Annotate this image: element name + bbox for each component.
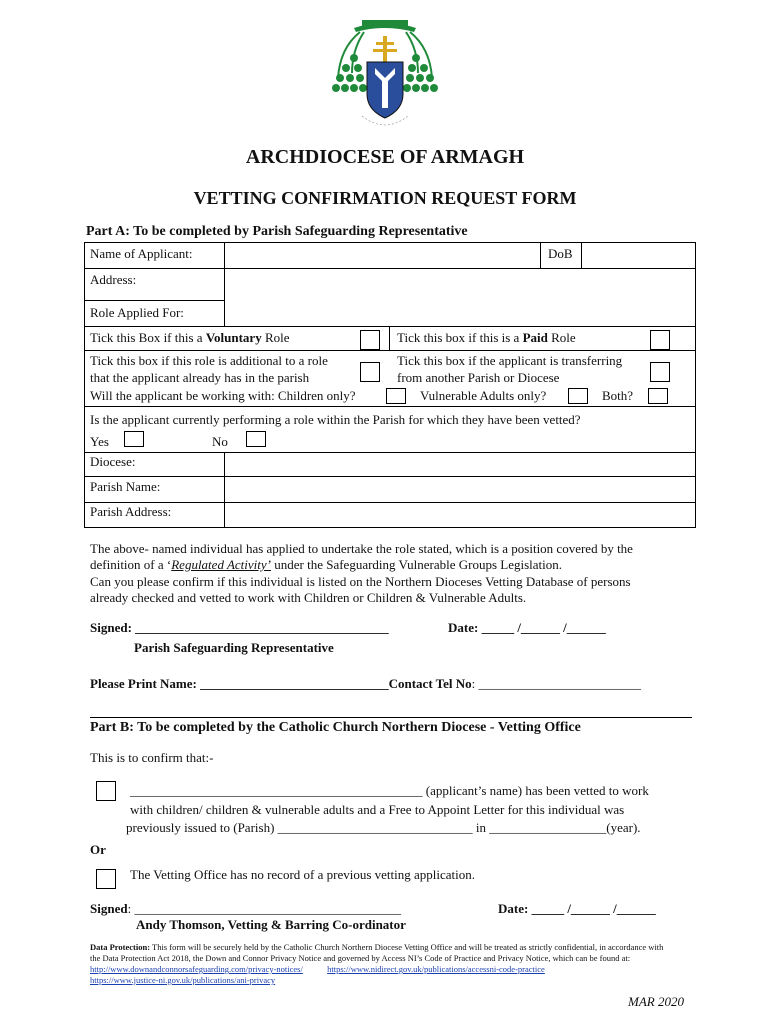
no-label: No xyxy=(212,434,228,449)
additional-role-label-1: Tick this box if this role is additional to a role xyxy=(90,353,328,368)
no-record-checkbox[interactable] xyxy=(96,869,116,889)
vulnerable-adults-label: Vulnerable Adults only? xyxy=(420,388,547,403)
vetted-option-line-1: _____________________________________________ (applicant’s name) has been vetted to work xyxy=(130,783,649,798)
address-label: Address: xyxy=(90,272,137,287)
vetting-coordinator-name: Andy Thomson, Vetting & Barring Co-ordinator xyxy=(136,917,406,932)
form-title: VETTING CONFIRMATION REQUEST FORM xyxy=(193,188,577,208)
nidirect-code-link[interactable]: https://www.nidirect.gov.uk/publications/accessni-code-practice xyxy=(327,964,545,974)
yes-label: Yes xyxy=(90,434,109,449)
parish-address-field[interactable] xyxy=(225,503,695,527)
working-with-label: Will the applicant be working with: Children only? xyxy=(90,388,356,403)
transferring-checkbox[interactable] xyxy=(650,362,670,382)
diocese-field[interactable] xyxy=(225,453,695,475)
form-date: MAR 2020 xyxy=(628,994,684,1009)
no-checkbox[interactable] xyxy=(246,431,266,447)
statement-line-1: The above- named individual has applied to undertake the role stated, which is a position covered by the xyxy=(90,541,633,556)
statement-line-3: Can you please confirm if this individual is listed on the Northern Dioceses Vetting Database of persons xyxy=(90,574,631,589)
transferring-label-1: Tick this box if the applicant is transferring xyxy=(397,353,623,368)
privacy-links-row xyxy=(90,964,545,974)
signed-line-part-a[interactable]: Signed: _______________________________________ xyxy=(90,620,389,635)
transferring-label-2: from another Parish or Diocese xyxy=(397,370,560,385)
downandconnor-privacy-link[interactable]: http://www.downandconnorsafeguarding.com/privacy-notices/ xyxy=(90,964,303,974)
yes-checkbox[interactable] xyxy=(124,431,144,447)
voluntary-role-checkbox[interactable] xyxy=(360,330,380,350)
archdiocese-crest-logo xyxy=(330,18,440,143)
statement-line-2: definition of a ‘Regulated Activity’ under the Safeguarding Vulnerable Groups Legislation. xyxy=(90,557,563,572)
children-only-checkbox[interactable] xyxy=(386,388,406,404)
print-name-line[interactable]: Please Print Name: _____________________________Contact Tel No: _________________________ xyxy=(90,676,642,691)
additional-role-checkbox[interactable] xyxy=(360,362,380,382)
diocese-label: Diocese: xyxy=(90,454,136,469)
part-b-heading: Part B: To be completed by the Catholic Church Northern Diocese - Vetting Office xyxy=(90,720,581,735)
date-line-part-a[interactable]: Date: _____ /______ /______ xyxy=(448,620,606,635)
voluntary-role-label: Tick this Box if this a Voluntary Role xyxy=(90,330,290,345)
both-checkbox[interactable] xyxy=(648,388,668,404)
parish-name-label: Parish Name: xyxy=(90,479,161,494)
role-label: Role Applied For: xyxy=(90,305,184,320)
statement-line-4: already checked and vetted to work with Children or Children & Vulnerable Adults. xyxy=(90,590,527,605)
data-protection-notice-2: the Data Protection Act 2018, the Down and Connor Privacy Notice and governed by Access NI’s Code of Practice and Privacy Notice, which can be found at: xyxy=(90,953,631,963)
date-line-part-b[interactable]: Date: _____ /______ /______ xyxy=(498,901,656,916)
or-label: Or xyxy=(90,842,106,857)
vetted-option-checkbox[interactable] xyxy=(96,781,116,801)
signed-line-part-b[interactable]: Signed: _________________________________________ xyxy=(90,901,401,916)
dob-field[interactable] xyxy=(582,243,695,267)
vulnerable-adults-checkbox[interactable] xyxy=(568,388,588,404)
confirm-label: This is to confirm that:- xyxy=(90,750,214,765)
organization-title: ARCHDIOCESE OF ARMAGH xyxy=(245,146,525,168)
currently-performing-question: Is the applicant currently performing a role within the Parish for which they have been vetted? xyxy=(90,412,581,427)
section-divider xyxy=(90,717,692,718)
signatory-role: Parish Safeguarding Representative xyxy=(134,640,334,655)
name-field[interactable] xyxy=(224,243,540,267)
data-protection-notice: Data Protection: This form will be securely held by the Catholic Church Northern Diocese Vetting Office and will be treated as strictly confidential, in accordance with xyxy=(90,942,664,952)
paid-role-label: Tick this box if this is a Paid Role xyxy=(397,330,576,345)
no-record-label: The Vetting Office has no record of a previous vetting application. xyxy=(130,867,476,882)
vetted-option-line-2: with children/ children & vulnerable adults and a Free to Appoint Letter for this individual was xyxy=(130,802,625,817)
justice-ni-privacy-link[interactable]: https://www.justice-ni.gov.uk/publications/ani-privacy xyxy=(90,975,276,985)
part-a-heading: Part A: To be completed by Parish Safeguarding Representative xyxy=(86,224,468,239)
parish-address-label: Parish Address: xyxy=(90,504,172,519)
dob-label: DoB xyxy=(548,246,573,261)
name-label: Name of Applicant: xyxy=(90,246,193,261)
role-field[interactable] xyxy=(225,301,695,325)
additional-role-label-2: that the applicant already has in the parish xyxy=(90,370,310,385)
parish-name-field[interactable] xyxy=(225,477,695,501)
vetted-option-line-3: previously issued to (Parish) ______________________________ in __________________(year). xyxy=(126,820,641,835)
both-label: Both? xyxy=(602,388,634,403)
paid-role-checkbox[interactable] xyxy=(650,330,670,350)
